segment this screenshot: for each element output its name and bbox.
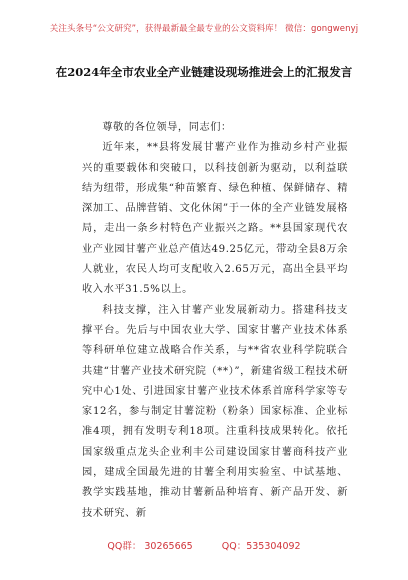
document-body (82, 118, 348, 524)
footer-contact (0, 538, 408, 552)
paragraph-2: 科技支撑，注入甘薯产业发展新动力。搭建科技支撑平台。先后与中国农业大学、国家甘薯产业技术体系等科研单位建立战略合作关系，与**省农业科学院联合共建“甘薯产业技术研究院（**）”，新建省级工程技术研究中心1处、引进国家甘薯产业技术体系首席科学家等专家12名，参与制定甘薯淀粉（粉条）国家标准、企业标准4项，拥有发明专利18项。注重科技成果转化。依托国家级重点龙头企业利丰公司建设国家甘薯商科技产业园，建成全国最先进的甘薯全利用实验室、中试基地、教学实践基地，推动甘薯新品种培育、新产品开发、新技术研究、新 (82, 304, 349, 519)
header-promo-note: 关注头条号“公文研究”，获得最新最全最专业的公文资料库！ 微信：gongwenyj (49, 24, 359, 34)
document-title: 在2024年全市农业全产业链建设现场推进会上的汇报发言 (55, 65, 353, 79)
footer-qq-number: QQ：535304092 (221, 541, 301, 552)
salutation: 尊敬的各位领导，同志们： (102, 122, 232, 133)
paragraph-1: 近年来，**县将发展甘薯产业作为推动乡村产业振兴的重要载体和突破口，以科技创新为驱动，以利益联结为纽带，形成集“种苗繁育、绿色种植、保鲜储存、精深加工、品牌营销、文化休闲”于一体的全产业链发展格局，走出一条乡村特色产业振兴之路。**县国家现代农业产业园甘薯产业总产值达49.25亿元，带动全县8万余人就业，农民人均可支配收入2.65万元，高出全县平均收入水平31.5%以上。 (82, 142, 348, 296)
footer-qq-group: QQ群： 30265665 (107, 541, 193, 552)
